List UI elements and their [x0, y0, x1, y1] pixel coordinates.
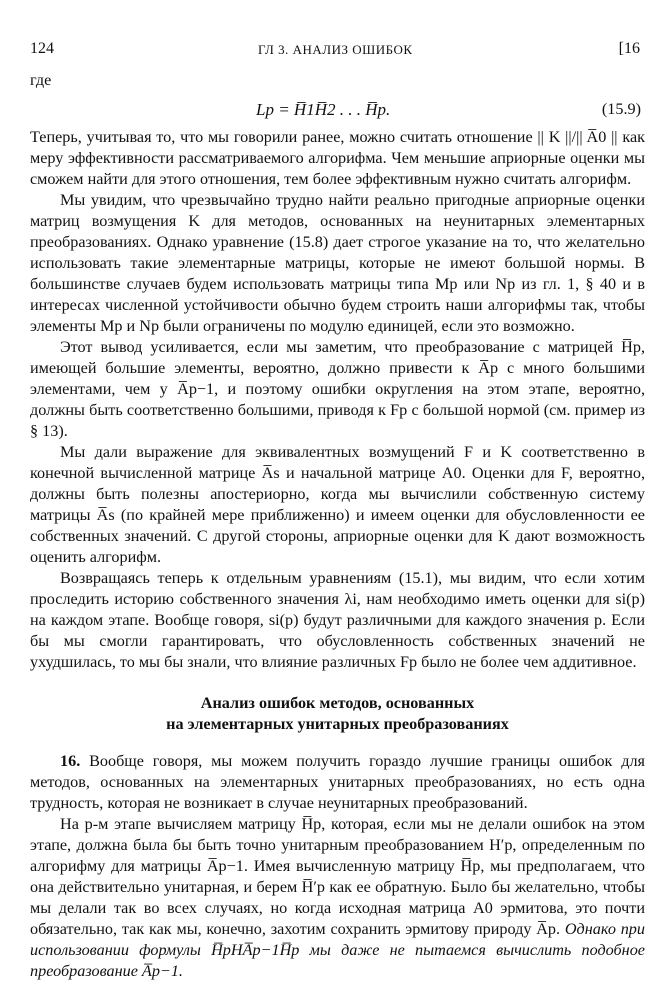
- paragraph: Возвращаясь теперь к отдельным уравнениям (15.1), мы видим, что если хотим проследить историю собственного значения λi, нам необходимо иметь оценки для si(p) на каждом этапе. Вообще говоря, si(p) будут различными для каждого значения p. Если бы мы смогли гарантировать, что обусловленность собственных значений не ухудшилась, то мы бы знали, что влияние различных Fp было не более чем аддитивное.: [30, 569, 645, 671]
- formula-expression: Lp = H̅1H̅2 . . . H̅p.: [256, 100, 391, 119]
- page-number: 124: [30, 40, 54, 57]
- paragraph: Этот вывод усиливается, если мы заметим, что преобразование с матрицей H̅p, имеющей большие элементы, вероятно, должно привести к A̅p с много большими элементами, чем у A̅p−1, и поэтому ошибки округления на этом этапе, вероятно, должны быть соответственно большими, приводя к Fp с большой нормой (см. пример из § 13).: [30, 338, 645, 440]
- section-heading: [30, 693, 645, 735]
- page-body: [30, 70, 645, 982]
- running-title: ГЛ 3. АНАЛИЗ ОШИБОК: [258, 42, 413, 57]
- formula-15-9: [30, 95, 645, 125]
- section-marker: [16: [618, 40, 640, 57]
- paragraph: Мы дали выражение для эквивалентных возмущений F и K соответственно в конечной вычисленной матрице A̅s и начальной матрице A0. Оценки для F, вероятно, должны быть полезны апостериорно, когда мы вычислили собственную систему матрицы A̅s (по крайней мере приближенно) и имеем оценки для обусловленности ее собственных значений. С другой стороны, априорные оценки для K дают возможность оценить алгорифм.: [30, 443, 645, 566]
- section-number: 16.: [60, 752, 81, 770]
- running-header: [30, 40, 640, 62]
- section-heading-line: на элементарных унитарных преобразованиях: [166, 715, 509, 733]
- final-italic-text: Однако при использовании формулы H̅pHA̅p−1H̅p мы даже не пытаемся вычислить подобное преобразование A̅p−1.: [30, 920, 645, 980]
- section-heading-line: Анализ ошибок методов, основанных: [200, 694, 475, 712]
- final-paragraph: [30, 814, 645, 982]
- final-paragraph-text: На p-м этапе вычисляем матрицу H̅p, которая, если мы не делали ошибок на этом этапе, должна была бы быть точно унитарным преобразованием H′p, определенным по алгорифму для матрицы A̅p−1. Имея вычисленную матрицу H̅p, мы предполагаем, что она действительно унитарная, и берем H̅′p как ее обратную. Было бы желательно, чтобы мы делали так во всех случаях, но когда исходная матрица A0 эрмитова, это почти обязательно, так как мы, конечно, захотим сохранить эрмитову природу A̅p.: [30, 815, 645, 938]
- paragraph: Мы увидим, что чрезвычайно трудно найти реально пригодные априорные оценки матриц возмущения K для методов, основанных на неунитарных элементарных преобразованиях. Однако уравнение (15.8) дает строгое указание на то, что желательно использовать такие элементарные матрицы, которые не имеют большой нормы. В большинстве случаев будем использовать матрицы типа Mp или Np из гл. 1, § 40 и в интересах численной устойчивости обычно будем строить наши алгорифмы так, чтобы элементы Mp и Np были ограничены по модулю единицей, если это возможно.: [30, 191, 645, 335]
- formula-number: (15.9): [601, 100, 641, 118]
- paragraph: Теперь, учитывая то, что мы говорили ранее, можно считать отношение || K ||/|| A̅0 || как меру эффективности рассматриваемого алгорифма. Чем меньшие априорные оценки мы сможем найти для этого отношения, тем более эффективным нужно считать алгорифм.: [30, 128, 645, 188]
- section-16-text: Вообще говоря, мы можем получить гораздо лучшие границы ошибок для методов, основанных на элементарных унитарных преобразованиях, но есть одна трудность, которая не возникает в случае неунитарных преобразований.: [30, 752, 646, 812]
- intro-word: где: [30, 71, 52, 89]
- section-16-paragraph: [30, 751, 645, 814]
